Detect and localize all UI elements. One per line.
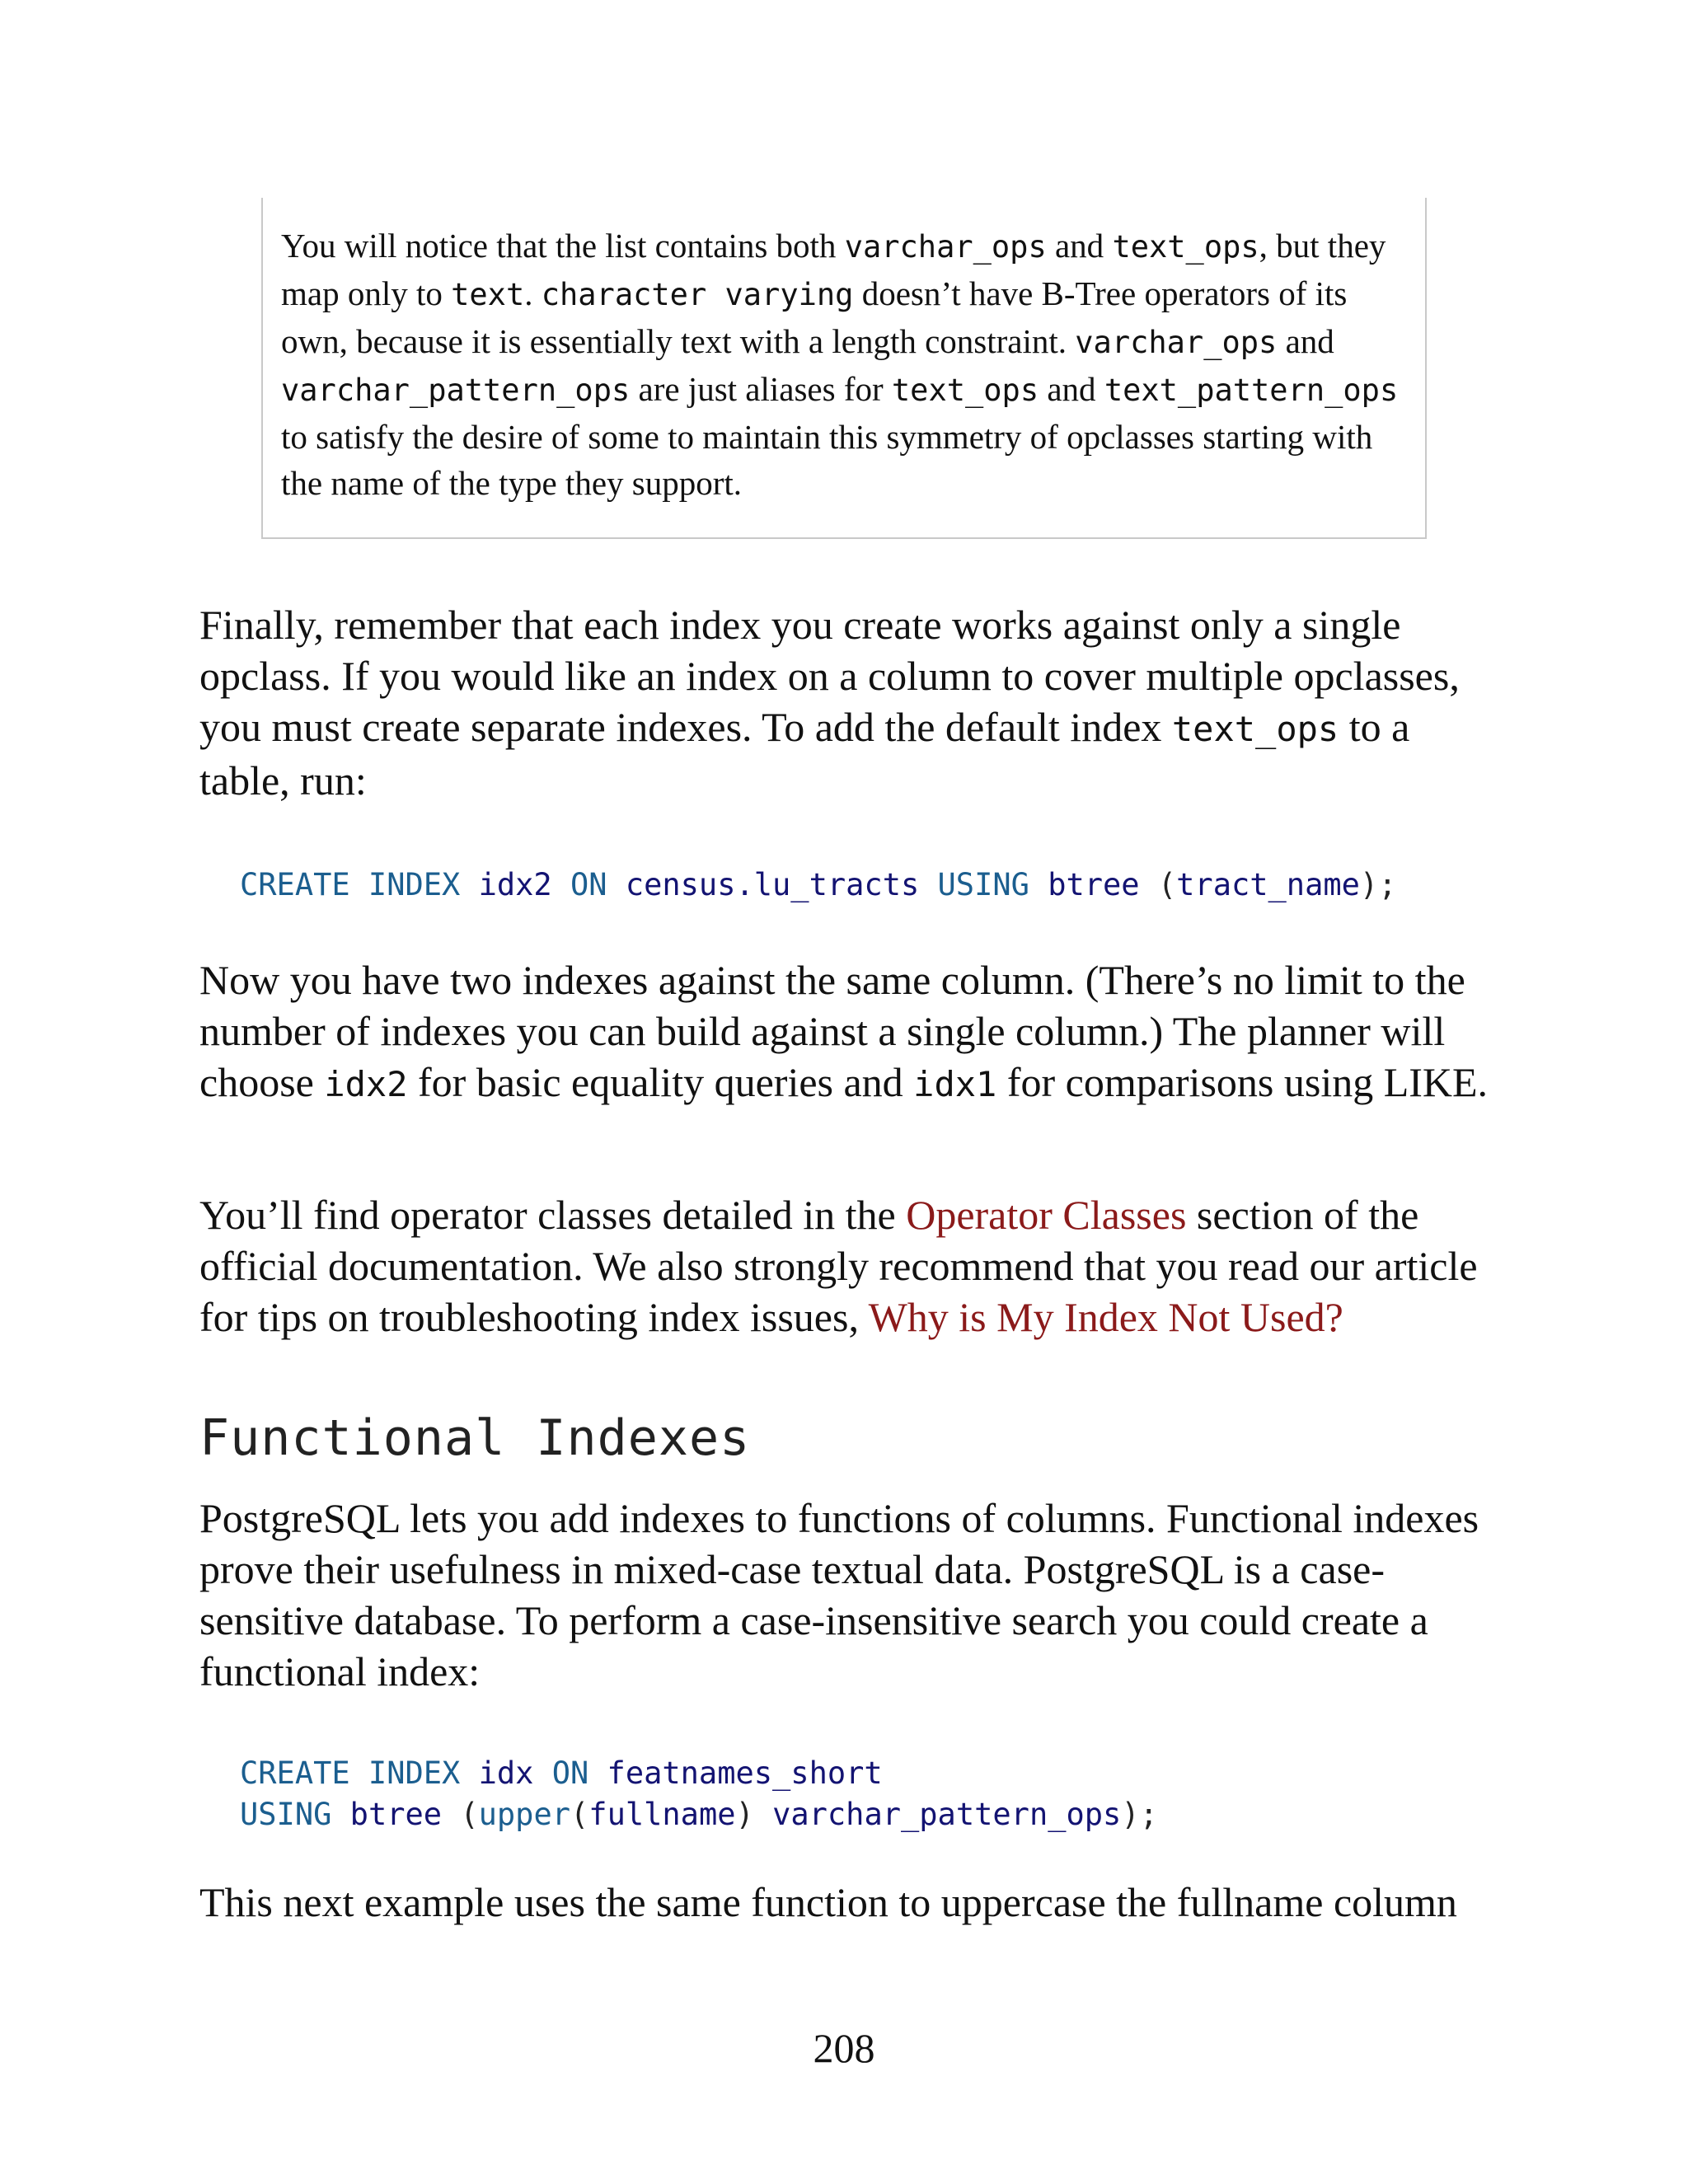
note-text-run: and: [1039, 370, 1104, 408]
link-why-index-not-used[interactable]: Why is My Index Not Used?: [868, 1294, 1343, 1340]
code-keyword: CREATE INDEX: [240, 1755, 461, 1791]
code-keyword: ON: [570, 867, 607, 902]
note-text-run: .: [524, 274, 542, 312]
code-identifier: tract_name: [1176, 867, 1360, 902]
code-identifier: idx: [478, 1755, 534, 1791]
code-keyword: USING: [937, 867, 1029, 902]
section-heading: Functional Indexes: [199, 1409, 751, 1467]
paragraph-text: [199, 954, 1502, 1110]
code-punct: ): [735, 1797, 754, 1832]
paragraph-functional-indexes: [199, 1493, 1502, 1697]
code-punct: (: [570, 1797, 589, 1832]
note-text-run: doesn’t have B-Tree operators of its own, because it is essentially text with a length constraint.: [281, 274, 1348, 360]
inline-code: idx1: [913, 1064, 997, 1104]
inline-code: varchar_ops: [1075, 325, 1278, 360]
text-run: for basic equality queries and: [407, 1059, 914, 1105]
paragraph-two-indexes: [199, 954, 1502, 1110]
inline-code: text_ops: [1171, 709, 1339, 749]
note-text-run: and: [1046, 227, 1113, 265]
code-block-create-index-idx: [240, 1753, 1158, 1835]
code-identifier: idx2: [478, 867, 552, 902]
text-run: Now you have two indexes against the same column. (There’s no limit to the number of indexes you can build against a single column.) The planner will choose: [199, 957, 1465, 1105]
text-run: section of the official documentation. We also strongly recommend that you read our article for tips on troubleshooting index issues,: [199, 1192, 1478, 1340]
inline-code: text_ops: [891, 373, 1039, 408]
code-punct: );: [1121, 1797, 1158, 1832]
code-keyword: USING: [240, 1797, 332, 1832]
code-keyword: ON: [551, 1755, 589, 1791]
code-identifier: varchar_pattern_ops: [772, 1797, 1122, 1832]
paragraph-text: [199, 599, 1502, 806]
note-text-run: You will notice that the list contains both: [281, 227, 845, 265]
note-text-run: , but they map only to: [281, 227, 1386, 312]
text-run: for comparisons using LIKE.: [996, 1059, 1489, 1105]
inline-code: varchar_ops: [844, 229, 1047, 265]
note-box: [261, 198, 1427, 539]
code-punct: );: [1359, 867, 1397, 902]
page-number: 208: [813, 2025, 875, 2071]
paragraph-next-example: [199, 1877, 1502, 1928]
paragraph-operator-classes: [199, 1189, 1502, 1343]
text-run: Finally, remember that each index you create works against only a single opclass. If you would like an index on a column to cover multiple opclasses, you must create separate indexes. To add the default index: [199, 602, 1460, 750]
note-text-run: are just aliases for: [630, 370, 892, 408]
code-keyword: CREATE INDEX: [240, 867, 461, 902]
inline-code: varchar_pattern_ops: [281, 373, 631, 408]
code-identifier: featnames_short: [607, 1755, 883, 1791]
paragraph-text: [199, 1189, 1502, 1343]
inline-code: text_ops: [1112, 229, 1259, 265]
code-identifier: btree: [1048, 867, 1140, 902]
note-text-run: and: [1277, 322, 1334, 360]
note-text-run: to satisfy the desire of some to maintain this symmetry of opclasses starting with the name of the type they support.: [281, 418, 1373, 502]
note-text: [281, 223, 1404, 506]
code-identifier: fullname: [588, 1797, 736, 1832]
code-punct: (: [1157, 867, 1177, 902]
code-identifier: census.lu_tracts: [625, 867, 920, 902]
paragraph-opclass: [199, 599, 1502, 806]
inline-code: idx2: [324, 1064, 408, 1104]
text-run: to a table, run:: [199, 704, 1410, 804]
inline-code: text_pattern_ops: [1104, 373, 1399, 408]
paragraph-text: This next example uses the same function to uppercase the fullname column: [199, 1879, 1457, 1925]
link-operator-classes[interactable]: Operator Classes: [906, 1192, 1187, 1238]
code-block-create-index-idx2: [240, 865, 1396, 906]
code-function: upper: [478, 1797, 571, 1832]
inline-code: character varying: [541, 277, 854, 312]
code-identifier: btree: [349, 1797, 443, 1832]
paragraph-text: PostgreSQL lets you add indexes to functions of columns. Functional indexes prove their usefulness in mixed-case textual data. PostgreSQL is a case-sensitive database. To perform a case-insensitive search you could create a functional index:: [199, 1495, 1479, 1694]
code-punct: (: [460, 1797, 479, 1832]
inline-code: text: [451, 277, 525, 312]
text-run: You’ll find operator classes detailed in the: [199, 1192, 907, 1238]
